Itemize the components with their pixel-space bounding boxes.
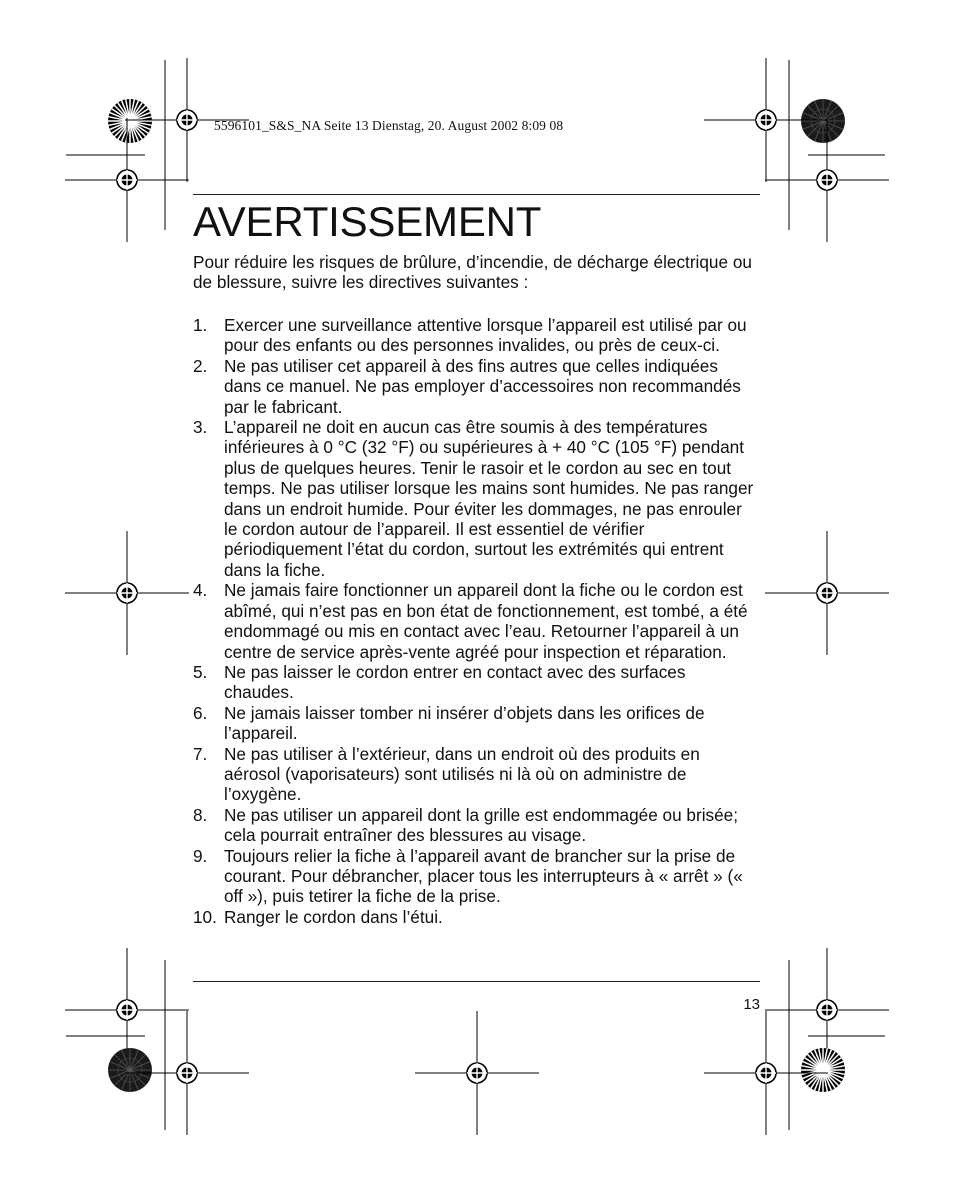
list-item <box>193 744 759 805</box>
list-item-text: Ranger le cordon dans l’étui. <box>224 906 443 927</box>
list-item-text: Exercer une surveillance attentive lorsque l’appareil est utilisé par ou pour des enfants ou des personnes invalides, ou près de ceux-ci. <box>224 315 747 356</box>
list-item-number: 1. <box>193 315 208 335</box>
list-item-text: Ne pas utiliser à l’extérieur, dans un endroit où des produits en aérosol (vaporisateurs) sont utilisés ni là où on administre de l’oxygène. <box>224 743 700 805</box>
list-item <box>193 417 759 580</box>
list-item <box>193 662 759 703</box>
list-item-text: Ne jamais laisser tomber ni insérer d’objets dans les orifices de l’appareil. <box>224 702 705 744</box>
list-item-text: Toujours relier la fiche à l’appareil avant de brancher sur la prise de courant. Pour débrancher, placer tous les interrupteurs à « arrêt » (« off »), puis tetirer la fiche de la prise. <box>224 845 743 907</box>
list-item-number: 4. <box>193 580 208 601</box>
list-item-number: 3. <box>193 417 208 438</box>
list-item <box>193 356 759 417</box>
list-item-number: 2. <box>193 355 208 376</box>
print-header: 5596101_S&S_NA Seite 13 Dienstag, 20. August 2002 8:09 08 <box>214 118 564 133</box>
list-item-number: 7. <box>193 743 208 764</box>
list-item <box>193 580 759 662</box>
list-item-text: L’appareil ne doit en aucun cas être soumis à des températures inférieures à 0 °C (32 °F) ou supérieures à + 40 °C (105 °F) pendant plus de quelques heures. Tenir le rasoir et le cordon au sec en tout temps. Ne pas utiliser lorsque les mains sont humides. Ne pas ranger dans un endroit humide. Pour éviter les dommages, ne pas enrouler le cordon autour de l’appareil. Il est essentiel de vérifier périodiquement l’état du cordon, surtout les extrémités qui entrent dans la fiche. <box>224 417 754 580</box>
list-item-number: 9. <box>193 845 208 866</box>
list-item <box>193 315 759 356</box>
list-item-text: Ne jamais faire fonctionner un appareil dont la fiche ou le cordon est abîmé, qui n’est pas en bon état de fonctionnement, est tombé, a été endommagé ou mis en contact avec l’eau. Retourner l’appareil à un centre de service après-vente agréé pour inspection et réparation. <box>224 580 748 662</box>
page-number: 13 <box>743 996 760 1013</box>
list-item-number: 6. <box>193 702 208 723</box>
list-item-number: 5. <box>193 661 208 682</box>
top-rule <box>193 194 760 195</box>
list-item-text: Ne pas utiliser un appareil dont la grille est endommagée ou brisée; cela pourrait entraîner des blessures au visage. <box>224 804 739 846</box>
list-item <box>193 907 759 927</box>
safety-instructions-list <box>193 315 759 927</box>
list-item <box>193 846 759 907</box>
bottom-rule <box>193 981 760 982</box>
page-title: AVERTISSEMENT <box>193 198 542 245</box>
list-item-number: 10. <box>193 906 217 927</box>
list-item-number: 8. <box>193 804 208 825</box>
list-item <box>193 805 759 846</box>
list-item-text: Ne pas utiliser cet appareil à des fins autres que celles indiquées dans ce manuel. Ne pas employer d’accessoires non recommandés par le fabricant. <box>224 355 741 417</box>
list-item-text: Ne pas laisser le cordon entrer en contact avec des surfaces chaudes. <box>224 661 686 703</box>
list-item <box>193 703 759 744</box>
intro-paragraph: Pour réduire les risques de brûlure, d’incendie, de décharge électrique ou de blessure, suivre les directives suivantes : <box>193 252 752 293</box>
